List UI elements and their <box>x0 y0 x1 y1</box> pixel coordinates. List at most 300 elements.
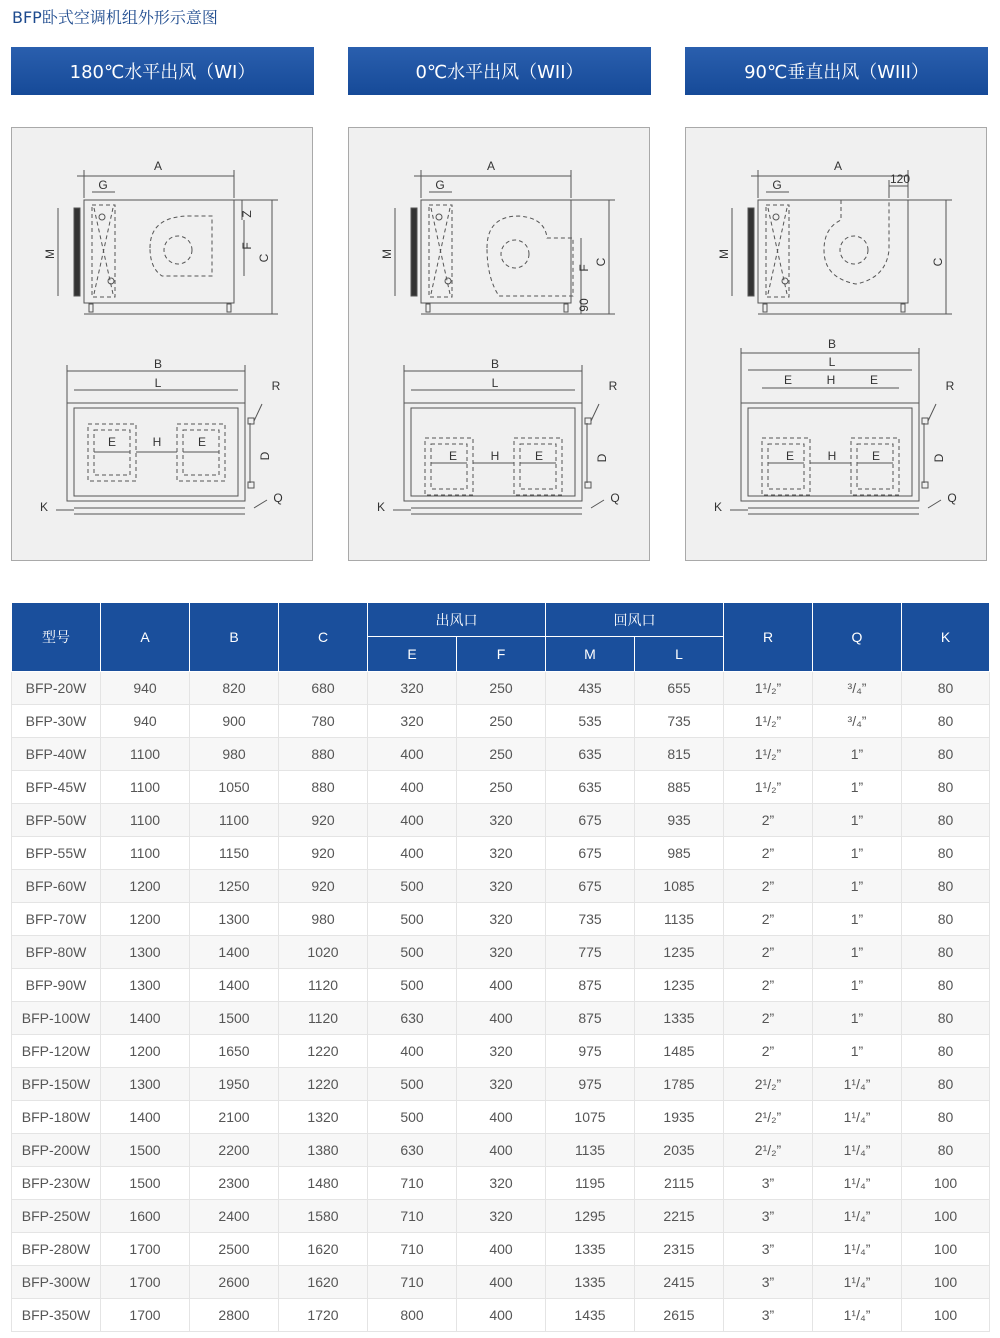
label-120: 120 <box>889 172 911 186</box>
label-c: C <box>594 257 608 267</box>
model-cell: BFP-350W <box>12 1299 101 1332</box>
label-d: D <box>258 451 272 461</box>
table-cell: 1100 <box>101 804 190 837</box>
model-cell: BFP-280W <box>12 1233 101 1266</box>
table-cell: 880 <box>279 738 368 771</box>
label-q: Q <box>610 491 620 505</box>
table-cell: 80 <box>902 936 990 969</box>
table-cell: 1¹/₄” <box>813 1200 902 1233</box>
table-cell: 80 <box>902 804 990 837</box>
table-cell: 980 <box>190 738 279 771</box>
table-cell: 1250 <box>190 870 279 903</box>
label-b: B <box>153 357 163 371</box>
table-cell: 80 <box>902 870 990 903</box>
table-cell: 250 <box>457 672 546 705</box>
table-cell: 1” <box>813 1035 902 1068</box>
table-cell: 2215 <box>635 1200 724 1233</box>
table-cell: 710 <box>368 1167 457 1200</box>
table-cell: 1¹/₄” <box>813 1266 902 1299</box>
table-row <box>12 1002 990 1035</box>
table-cell: 2” <box>724 936 813 969</box>
table-cell: 1075 <box>546 1101 635 1134</box>
table-cell: 500 <box>368 1101 457 1134</box>
variant-label: 90℃垂直出风（WIII） <box>744 62 929 83</box>
table-cell: 1100 <box>101 837 190 870</box>
header-l: L <box>635 637 724 672</box>
model-cell: BFP-80W <box>12 936 101 969</box>
header-c: C <box>279 603 368 672</box>
table-cell: 1480 <box>279 1167 368 1200</box>
table-cell: 1” <box>813 771 902 804</box>
table-cell: 320 <box>457 837 546 870</box>
table-cell: 1400 <box>190 969 279 1002</box>
table-cell: 735 <box>546 903 635 936</box>
model-cell: BFP-30W <box>12 705 101 738</box>
diagram-wiii <box>686 128 988 562</box>
table-cell: 1235 <box>635 969 724 1002</box>
header-k: K <box>902 603 990 672</box>
table-cell: 2035 <box>635 1134 724 1167</box>
table-cell: 320 <box>457 804 546 837</box>
table-cell: 100 <box>902 1299 990 1332</box>
table-row <box>12 1200 990 1233</box>
table-cell: 2” <box>724 1002 813 1035</box>
table-cell: 1” <box>813 936 902 969</box>
table-cell: 1¹/₄” <box>813 1299 902 1332</box>
label-b: B <box>827 337 837 351</box>
table-cell: 535 <box>546 705 635 738</box>
table-cell: 710 <box>368 1233 457 1266</box>
header-a: A <box>101 603 190 672</box>
label-r: R <box>608 379 618 393</box>
table-cell: 80 <box>902 1002 990 1035</box>
table-cell: 920 <box>279 837 368 870</box>
table-cell: 320 <box>368 672 457 705</box>
table-cell: 1700 <box>101 1233 190 1266</box>
table-cell: 2315 <box>635 1233 724 1266</box>
label-q: Q <box>947 491 957 505</box>
table-cell: 1100 <box>101 771 190 804</box>
table-cell: 2¹/₂” <box>724 1068 813 1101</box>
table-cell: 630 <box>368 1134 457 1167</box>
table-cell: 1020 <box>279 936 368 969</box>
table-cell: 775 <box>546 936 635 969</box>
label-e: E <box>107 435 117 449</box>
table-cell: 1400 <box>190 936 279 969</box>
side-view-body <box>758 200 908 303</box>
table-cell: 400 <box>457 1101 546 1134</box>
table-cell: 500 <box>368 870 457 903</box>
table-cell: 1300 <box>101 1068 190 1101</box>
table-cell: 1¹/₄” <box>813 1068 902 1101</box>
diagram-wi <box>12 128 314 562</box>
table-cell: 2” <box>724 870 813 903</box>
table-cell: 675 <box>546 804 635 837</box>
table-row <box>12 870 990 903</box>
label-l: L <box>828 355 836 369</box>
model-cell: BFP-100W <box>12 1002 101 1035</box>
table-cell: 400 <box>457 1299 546 1332</box>
table-cell: 320 <box>457 903 546 936</box>
table-cell: 1335 <box>635 1002 724 1035</box>
table-cell: 500 <box>368 969 457 1002</box>
model-cell: BFP-90W <box>12 969 101 1002</box>
table-row <box>12 1266 990 1299</box>
model-cell: BFP-250W <box>12 1200 101 1233</box>
table-cell: 2600 <box>190 1266 279 1299</box>
table-cell: 400 <box>368 771 457 804</box>
table-cell: 1¹/₂” <box>724 705 813 738</box>
table-cell: 100 <box>902 1233 990 1266</box>
table-cell: 2” <box>724 903 813 936</box>
table-cell: 1135 <box>546 1134 635 1167</box>
model-cell: BFP-20W <box>12 672 101 705</box>
label-b: B <box>490 357 500 371</box>
table-cell: 1¹/₂” <box>724 738 813 771</box>
table-cell: 400 <box>368 837 457 870</box>
label-k: K <box>39 500 49 514</box>
table-row <box>12 837 990 870</box>
model-cell: BFP-200W <box>12 1134 101 1167</box>
table-cell: 80 <box>902 672 990 705</box>
table-cell: 635 <box>546 738 635 771</box>
table-cell: 1700 <box>101 1299 190 1332</box>
table-cell: 500 <box>368 903 457 936</box>
table-cell: 935 <box>635 804 724 837</box>
table-cell: 100 <box>902 1200 990 1233</box>
table-cell: 1” <box>813 969 902 1002</box>
table-cell: 2” <box>724 1035 813 1068</box>
table-cell: 985 <box>635 837 724 870</box>
diagram-wii <box>349 128 651 562</box>
table-cell: 80 <box>902 1035 990 1068</box>
model-cell: BFP-50W <box>12 804 101 837</box>
label-h: H <box>826 373 836 387</box>
label-g: G <box>435 178 445 192</box>
model-cell: BFP-180W <box>12 1101 101 1134</box>
table-cell: 320 <box>457 1200 546 1233</box>
table-cell: 1120 <box>279 969 368 1002</box>
table-cell: 2200 <box>190 1134 279 1167</box>
table-cell: 1¹/₄” <box>813 1101 902 1134</box>
label-a: A <box>833 159 843 173</box>
variant-header-wii <box>348 47 651 95</box>
table-cell: 3” <box>724 1233 813 1266</box>
table-cell: 320 <box>368 705 457 738</box>
diagram-panel-wiii <box>685 127 987 561</box>
spec-table <box>11 602 990 1332</box>
table-cell: 1¹/₂” <box>724 771 813 804</box>
table-cell: 80 <box>902 1068 990 1101</box>
table-cell: 900 <box>190 705 279 738</box>
table-cell: 880 <box>279 771 368 804</box>
table-cell: 1100 <box>101 738 190 771</box>
table-cell: 1235 <box>635 936 724 969</box>
model-cell: BFP-120W <box>12 1035 101 1068</box>
variant-label: 180℃水平出风（WI） <box>69 62 256 83</box>
table-row <box>12 1299 990 1332</box>
table-row <box>12 1035 990 1068</box>
table-cell: 80 <box>902 1101 990 1134</box>
label-q: Q <box>273 491 283 505</box>
label-h: H <box>490 449 500 463</box>
table-row <box>12 1101 990 1134</box>
table-cell: 80 <box>902 969 990 1002</box>
label-e: E <box>197 435 207 449</box>
table-cell: 2615 <box>635 1299 724 1332</box>
table-cell: 3” <box>724 1167 813 1200</box>
table-cell: 250 <box>457 738 546 771</box>
table-cell: 1” <box>813 870 902 903</box>
table-cell: 320 <box>457 870 546 903</box>
table-cell: 80 <box>902 903 990 936</box>
table-cell: 1935 <box>635 1101 724 1134</box>
table-cell: 920 <box>279 870 368 903</box>
label-l: L <box>491 376 499 390</box>
table-cell: 680 <box>279 672 368 705</box>
model-cell: BFP-300W <box>12 1266 101 1299</box>
header-return: 回风口 <box>546 603 724 637</box>
label-c: C <box>931 257 945 267</box>
model-cell: BFP-60W <box>12 870 101 903</box>
variant-label: 0℃水平出风（WII） <box>415 62 584 83</box>
table-cell: 1380 <box>279 1134 368 1167</box>
table-cell: 3” <box>724 1200 813 1233</box>
side-view-body <box>421 200 571 303</box>
table-cell: 1” <box>813 903 902 936</box>
table-cell: 2” <box>724 969 813 1002</box>
table-cell: 710 <box>368 1266 457 1299</box>
label-g: G <box>98 178 108 192</box>
filter-strip <box>748 208 754 296</box>
label-k: K <box>376 500 386 514</box>
table-cell: 1085 <box>635 870 724 903</box>
table-cell: 1200 <box>101 870 190 903</box>
table-cell: 655 <box>635 672 724 705</box>
table-cell: 630 <box>368 1002 457 1035</box>
table-cell: 875 <box>546 1002 635 1035</box>
table-cell: 1120 <box>279 1002 368 1035</box>
label-k: K <box>713 500 723 514</box>
label-e: E <box>869 373 879 387</box>
label-c: C <box>257 253 271 263</box>
table-cell: 80 <box>902 1134 990 1167</box>
table-cell: 1300 <box>190 903 279 936</box>
table-cell: 2415 <box>635 1266 724 1299</box>
table-cell: 1295 <box>546 1200 635 1233</box>
table-cell: 980 <box>279 903 368 936</box>
table-cell: 2100 <box>190 1101 279 1134</box>
table-cell: 320 <box>457 1068 546 1101</box>
label-z: Z <box>240 210 254 218</box>
label-r: R <box>271 379 281 393</box>
table-cell: 675 <box>546 837 635 870</box>
header-q: Q <box>813 603 902 672</box>
table-cell: 1135 <box>635 903 724 936</box>
table-cell: 80 <box>902 837 990 870</box>
table-cell: 635 <box>546 771 635 804</box>
model-cell: BFP-55W <box>12 837 101 870</box>
header-f: F <box>457 637 546 672</box>
table-cell: 815 <box>635 738 724 771</box>
label-h: H <box>827 449 837 463</box>
table-cell: 1” <box>813 837 902 870</box>
table-cell: 100 <box>902 1266 990 1299</box>
table-cell: 1580 <box>279 1200 368 1233</box>
table-cell: 875 <box>546 969 635 1002</box>
label-f: F <box>577 264 591 272</box>
table-cell: 1200 <box>101 1035 190 1068</box>
table-cell: 675 <box>546 870 635 903</box>
table-cell: 1” <box>813 804 902 837</box>
table-cell: 1” <box>813 738 902 771</box>
table-cell: 1¹/₄” <box>813 1233 902 1266</box>
table-cell: 400 <box>457 1266 546 1299</box>
table-cell: 3” <box>724 1266 813 1299</box>
header-b: B <box>190 603 279 672</box>
table-cell: 2” <box>724 804 813 837</box>
table-cell: 400 <box>457 1233 546 1266</box>
header-m: M <box>546 637 635 672</box>
table-cell: 320 <box>457 1167 546 1200</box>
table-cell: 1400 <box>101 1002 190 1035</box>
variant-header-wi <box>11 47 314 95</box>
table-row <box>12 1233 990 1266</box>
table-cell: 320 <box>457 1035 546 1068</box>
table-cell: 710 <box>368 1200 457 1233</box>
variant-header-wiii <box>685 47 988 95</box>
table-row <box>12 705 990 738</box>
label-a: A <box>486 159 496 173</box>
label-a: A <box>153 159 163 173</box>
table-cell: 1220 <box>279 1035 368 1068</box>
table-cell: 820 <box>190 672 279 705</box>
table-cell: 500 <box>368 1068 457 1101</box>
label-m: M <box>380 249 394 259</box>
table-cell: 1600 <box>101 1200 190 1233</box>
label-e: E <box>448 449 458 463</box>
table-cell: 400 <box>368 804 457 837</box>
label-d: D <box>595 453 609 463</box>
table-cell: 500 <box>368 936 457 969</box>
model-cell: BFP-45W <box>12 771 101 804</box>
table-cell: 1700 <box>101 1266 190 1299</box>
table-cell: 1¹/₄” <box>813 1134 902 1167</box>
diagram-panel-wii <box>348 127 650 561</box>
table-cell: 1300 <box>101 936 190 969</box>
table-cell: 1320 <box>279 1101 368 1134</box>
table-cell: 1785 <box>635 1068 724 1101</box>
table-cell: 2300 <box>190 1167 279 1200</box>
table-row <box>12 1134 990 1167</box>
table-cell: 1720 <box>279 1299 368 1332</box>
label-r: R <box>945 379 955 393</box>
model-cell: BFP-70W <box>12 903 101 936</box>
table-cell: ³/₄” <box>813 672 902 705</box>
model-cell: BFP-230W <box>12 1167 101 1200</box>
table-cell: 1150 <box>190 837 279 870</box>
diagram-panel-wi <box>11 127 313 561</box>
table-cell: 1620 <box>279 1266 368 1299</box>
table-cell: 1” <box>813 1002 902 1035</box>
table-cell: 940 <box>101 705 190 738</box>
label-g: G <box>772 178 782 192</box>
header-outlet: 出风口 <box>368 603 546 637</box>
label-m: M <box>717 249 731 259</box>
table-cell: 885 <box>635 771 724 804</box>
table-cell: 400 <box>457 1134 546 1167</box>
table-cell: 1¹/₄” <box>813 1167 902 1200</box>
table-cell: 940 <box>101 672 190 705</box>
table-cell: 1500 <box>101 1167 190 1200</box>
table-cell: 1335 <box>546 1266 635 1299</box>
table-cell: 920 <box>279 804 368 837</box>
label-e: E <box>785 449 795 463</box>
table-cell: 250 <box>457 771 546 804</box>
table-cell: 975 <box>546 1035 635 1068</box>
page-title: BFP卧式空调机组外形示意图 <box>12 8 218 27</box>
table-cell: 1200 <box>101 903 190 936</box>
table-cell: 1195 <box>546 1167 635 1200</box>
label-d: D <box>932 453 946 463</box>
label-90: 90 <box>577 298 591 312</box>
table-cell: 1300 <box>101 969 190 1002</box>
table-cell: 1220 <box>279 1068 368 1101</box>
table-cell: 1¹/₂” <box>724 672 813 705</box>
table-cell: 400 <box>368 1035 457 1068</box>
table-cell: 1500 <box>101 1134 190 1167</box>
spec-table-body <box>12 672 990 1332</box>
table-cell: 735 <box>635 705 724 738</box>
table-row <box>12 771 990 804</box>
table-cell: 2400 <box>190 1200 279 1233</box>
table-row <box>12 804 990 837</box>
table-cell: ³/₄” <box>813 705 902 738</box>
table-cell: 2115 <box>635 1167 724 1200</box>
label-l: L <box>154 376 162 390</box>
table-cell: 1500 <box>190 1002 279 1035</box>
table-cell: 80 <box>902 738 990 771</box>
table-cell: 400 <box>457 969 546 1002</box>
table-row <box>12 936 990 969</box>
table-cell: 975 <box>546 1068 635 1101</box>
table-cell: 3” <box>724 1299 813 1332</box>
table-cell: 1335 <box>546 1233 635 1266</box>
table-row <box>12 969 990 1002</box>
filter-strip <box>411 208 417 296</box>
table-cell: 800 <box>368 1299 457 1332</box>
table-cell: 1100 <box>190 804 279 837</box>
table-row <box>12 1167 990 1200</box>
table-cell: 1400 <box>101 1101 190 1134</box>
table-cell: 435 <box>546 672 635 705</box>
label-e: E <box>783 373 793 387</box>
label-f: F <box>240 242 254 250</box>
table-cell: 1435 <box>546 1299 635 1332</box>
table-cell: 100 <box>902 1167 990 1200</box>
table-cell: 400 <box>457 1002 546 1035</box>
table-row <box>12 1068 990 1101</box>
table-cell: 2” <box>724 837 813 870</box>
table-cell: 780 <box>279 705 368 738</box>
header-e: E <box>368 637 457 672</box>
model-cell: BFP-150W <box>12 1068 101 1101</box>
table-cell: 320 <box>457 936 546 969</box>
table-cell: 80 <box>902 705 990 738</box>
table-cell: 2¹/₂” <box>724 1134 813 1167</box>
table-cell: 1485 <box>635 1035 724 1068</box>
table-row <box>12 903 990 936</box>
